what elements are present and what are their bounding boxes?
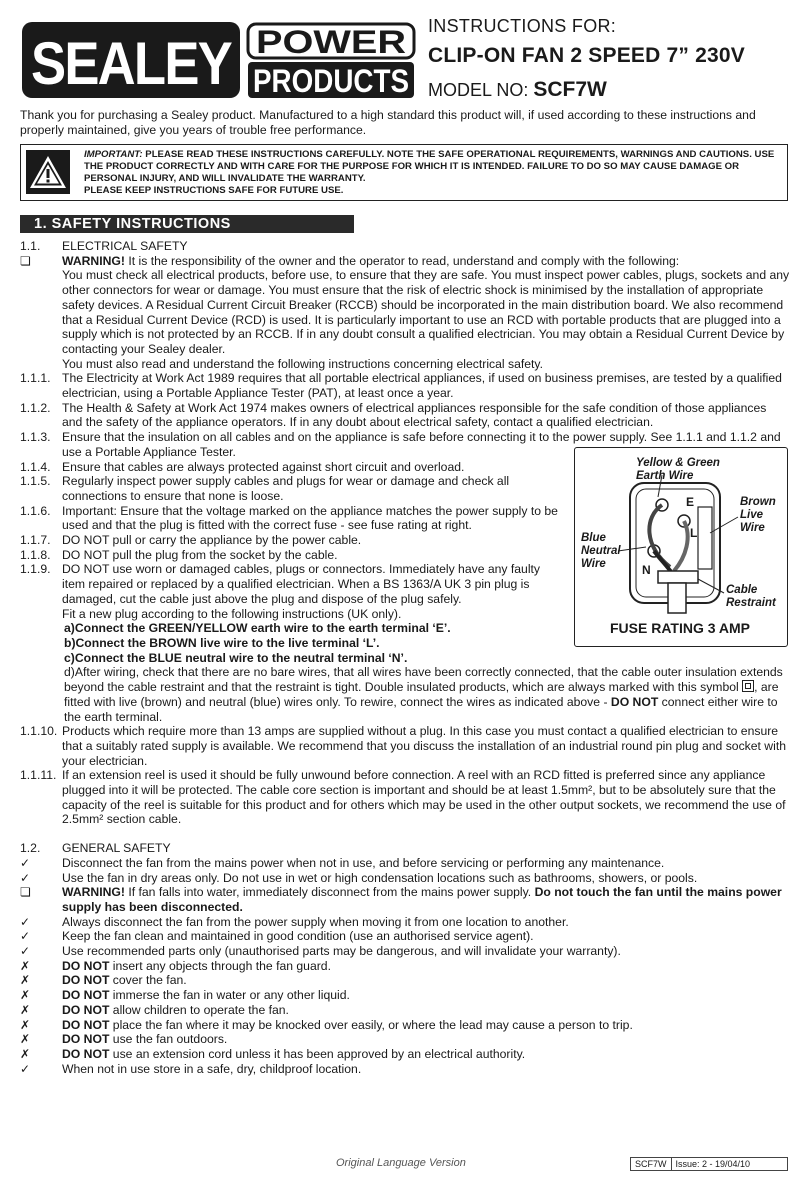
earth-wire-label: Yellow & Green Earth Wire bbox=[636, 457, 720, 482]
item-text bbox=[62, 885, 790, 914]
cross-icon: ✗ bbox=[20, 1046, 31, 1061]
original-language-label: Original Language Version bbox=[336, 1157, 466, 1169]
item-bold: DO NOT bbox=[62, 958, 110, 973]
sealey-power-products-logo bbox=[22, 22, 414, 98]
electrical-para-1: You must check all electrical products, before use, to ensure that they are safe. You must inspect power cables, plugs, sockets and any other connectors for wear or damage. You must ensure that the risk of electric shock is minimised by the installation of appropriate safety devices. A Residual Current Circuit Breaker (RCCB) should be incorporated in the main distribution board. We also recommend that a Residual Current Device (RCD) is used. It is particularly important to use an RCD with portable products that are plugged into a supply which is not protected by an RCCB. If in any doubt consult a qualified electrician. You may obtain a Residual Current Device by contacting your Sealey dealer. bbox=[62, 268, 790, 356]
item-bold: DO NOT bbox=[62, 1017, 110, 1032]
fuse-rating: FUSE RATING 3 AMP bbox=[609, 620, 750, 636]
item-number: 1.1.9. bbox=[20, 562, 51, 577]
step-d-part-1: d)After wiring, check that there are no bare wires, that all wires have been correctly connected, that the cable outer insulation extends beyond the cable restraint and that the restraint is tight. Double insulated products, which are always marked with this symbol bbox=[64, 665, 783, 695]
list-item bbox=[20, 768, 790, 827]
item-bold: DO NOT bbox=[62, 1002, 110, 1017]
item-number: 1.1.4. bbox=[20, 459, 51, 474]
section-number: 1.2. bbox=[20, 841, 41, 856]
safety-body bbox=[20, 239, 790, 1076]
item-number: 1.1.11. bbox=[20, 768, 57, 783]
item-bold: DO NOT bbox=[62, 973, 110, 988]
neutral-wire-label: Blue Neutral Wire bbox=[581, 532, 621, 570]
item-bold-2: Do not touch the fan until the mains power supply has been disconnected. bbox=[62, 885, 782, 914]
general-safety-list bbox=[20, 856, 790, 1077]
item-body: Disconnect the fan from the mains power when not in use, and before servicing or performing any maintenance. bbox=[62, 855, 665, 870]
item-text bbox=[62, 944, 790, 959]
item-text bbox=[62, 1047, 790, 1062]
list-item bbox=[20, 1047, 790, 1062]
model-number: SCF7W bbox=[533, 78, 607, 101]
list-item bbox=[20, 973, 790, 988]
product-title: CLIP-ON FAN 2 SPEED 7” 230V bbox=[428, 44, 745, 67]
item-text bbox=[62, 1062, 790, 1077]
footer-model: SCF7W bbox=[635, 1159, 667, 1169]
terminal-n-label: N bbox=[642, 563, 651, 577]
item-number: 1.1.6. bbox=[20, 503, 51, 518]
item-text bbox=[62, 1018, 790, 1033]
list-item bbox=[20, 915, 790, 930]
item-text bbox=[62, 1032, 790, 1047]
list-item bbox=[20, 1003, 790, 1018]
cross-icon: ✗ bbox=[20, 1002, 31, 1017]
check-icon: ✓ bbox=[20, 944, 31, 959]
item-text: The Electricity at Work Act 1989 requires that all portable electrical appliances, if used on business premises, are tested by a qualified electrician, using a Portable Appliance Tester (PAT), at least once a year. bbox=[62, 371, 782, 401]
check-icon: ✓ bbox=[20, 870, 31, 885]
item-number: 1.1.8. bbox=[20, 547, 51, 562]
checkbox-bullet-icon: ❏ bbox=[20, 885, 31, 900]
item-body: immerse the fan in water or any other liquid. bbox=[109, 988, 350, 1003]
item-body: Use the fan in dry areas only. Do not use in wet or high condensation locations such as bathrooms, showers, or pools. bbox=[62, 870, 698, 885]
fuse bbox=[698, 507, 712, 569]
cable-restraint bbox=[658, 571, 698, 583]
list-item bbox=[20, 988, 790, 1003]
item-text: If an extension reel is used it should be fully unwound before connection. A reel with an RCD fitted is preferred since any appliance plugged into it will be protected. The cable core section is important and should be at least 1.5mm², but to be absolutely sure that the capacity of the reel is suitable for this product and for others which may be used in the other output sockets, we recommend the use of 2.5mm² section cable. bbox=[62, 768, 786, 827]
svg-text:PRODUCTS: PRODUCTS bbox=[253, 63, 409, 99]
item-bold: DO NOT bbox=[62, 988, 110, 1003]
important-warning-text bbox=[84, 149, 784, 197]
cable bbox=[668, 583, 686, 613]
check-icon: ✓ bbox=[20, 929, 31, 944]
list-item bbox=[20, 929, 790, 944]
keep-safe-text: PLEASE KEEP INSTRUCTIONS SAFE FOR FUTURE USE. bbox=[84, 185, 344, 196]
step-b: b)Connect the BROWN live wire to the live terminal ‘L’. bbox=[64, 635, 380, 650]
item-text: Regularly inspect power supply cables and plugs for wear or damage and check all connections to ensure that none is loose. bbox=[62, 474, 510, 503]
item-body: Always disconnect the fan from the power supply when moving it from one location to another. bbox=[62, 914, 569, 929]
electrical-warning bbox=[20, 254, 790, 269]
item-text bbox=[62, 856, 790, 871]
important-body: PLEASE READ THESE INSTRUCTIONS CAREFULLY. NOTE THE SAFE OPERATIONAL REQUIREMENTS, WARNINGS AND CAUTIONS. USE THE PRODUCT CORRECTLY AND WITH CARE FOR THE PURPOSE FOR WHICH IT IS INTENDED. FAILURE TO DO SO MAY CAUSE DAMAGE OR PERSONAL INJURY, AND WILL INVALIDATE THE WARRANTY. bbox=[84, 149, 775, 184]
item-text: Ensure that the insulation on all cables and on the appliance is safe before connecting it to the power supply. See 1.1.1 and 1.1.2 and use a Portable Appliance Tester. bbox=[62, 430, 781, 459]
list-item bbox=[20, 871, 790, 886]
item-text bbox=[62, 959, 790, 974]
item-body: cover the fan. bbox=[109, 973, 187, 988]
cross-icon: ✗ bbox=[20, 1032, 31, 1047]
item-number: 1.1.3. bbox=[20, 430, 51, 445]
list-item bbox=[20, 1062, 790, 1077]
list-item bbox=[20, 959, 790, 974]
item-number: 1.1.7. bbox=[20, 533, 51, 548]
check-icon: ✓ bbox=[20, 914, 31, 929]
item-text bbox=[62, 871, 790, 886]
item-text bbox=[62, 1003, 790, 1018]
terminal-l-label: L bbox=[690, 526, 698, 540]
item-bold: DO NOT bbox=[62, 1032, 110, 1047]
step-c: c)Connect the BLUE neutral wire to the neutral terminal ‘N’. bbox=[64, 650, 408, 665]
list-item bbox=[20, 724, 790, 768]
item-body: use the fan outdoors. bbox=[109, 1032, 228, 1047]
general-safety-heading bbox=[20, 841, 790, 856]
item-body: Use recommended parts only (unauthorised parts may be dangerous, and will invalidate your warranty). bbox=[62, 944, 621, 959]
cross-icon: ✗ bbox=[20, 958, 31, 973]
section-heading-safety: 1. SAFETY INSTRUCTIONS bbox=[20, 215, 354, 233]
important-label: IMPORTANT: bbox=[84, 149, 143, 160]
step-d bbox=[62, 665, 790, 724]
footer-issue-box bbox=[630, 1157, 788, 1171]
terminal-e-label: E bbox=[686, 495, 695, 509]
step-a: a)Connect the GREEN/YELLOW earth wire to the earth terminal ‘E’. bbox=[64, 621, 451, 636]
step-d-do-not: DO NOT bbox=[610, 694, 659, 709]
list-item bbox=[20, 371, 790, 400]
electrical-safety-heading bbox=[20, 239, 790, 254]
list-item bbox=[20, 401, 790, 430]
step-d-part-3: connect either wire to the earth terminal. bbox=[64, 694, 778, 724]
warning-triangle-icon bbox=[26, 150, 70, 194]
item-text bbox=[62, 973, 790, 988]
item-body: Keep the fan clean and maintained in good condition (use an authorised service agent). bbox=[62, 929, 534, 944]
list-item bbox=[20, 1032, 790, 1047]
item-body: If fan falls into water, immediately disconnect from the mains power supply. bbox=[124, 885, 535, 900]
item-text: Ensure that cables are always protected against short circuit and overload. bbox=[62, 459, 465, 474]
item-number: 1.1.1. bbox=[20, 371, 51, 386]
item-number: 1.1.2. bbox=[20, 400, 51, 415]
cross-icon: ✗ bbox=[20, 1017, 31, 1032]
list-item bbox=[20, 944, 790, 959]
item-text: DO NOT pull or carry the appliance by the power cable. bbox=[62, 533, 362, 548]
item-body: insert any objects through the fan guard. bbox=[109, 958, 331, 973]
cross-icon: ✗ bbox=[20, 973, 31, 988]
item-number: 1.1.10. bbox=[20, 724, 58, 739]
section-title: ELECTRICAL SAFETY bbox=[62, 239, 188, 253]
item-bold: WARNING! bbox=[62, 885, 125, 900]
footer-issue: Issue: 2 - 19/04/10 bbox=[671, 1158, 755, 1170]
model-label: MODEL NO: bbox=[428, 80, 534, 100]
item-bold: DO NOT bbox=[62, 1046, 110, 1061]
cable-restraint-label: Cable Restraint bbox=[726, 584, 776, 609]
live-wire-label: Brown Live Wire bbox=[740, 496, 776, 534]
item-text: DO NOT pull the plug from the socket by the cable. bbox=[62, 547, 338, 562]
item-body: use an extension cord unless it has been approved by an electrical authority. bbox=[109, 1046, 526, 1061]
fit-new-plug-text: Fit a new plug according to the following instructions (UK only). bbox=[62, 606, 402, 621]
item-text: Products which require more than 13 amps are supplied without a plug. In this case you must contact a qualified electrician to ensure that a suitably rated supply is available. We recommend that you discuss the installation of an industrial round pin plug and socket with your electrician. bbox=[62, 724, 786, 768]
svg-text:SEALEY: SEALEY bbox=[31, 30, 233, 97]
cross-icon: ✗ bbox=[20, 988, 31, 1003]
item-text bbox=[62, 929, 790, 944]
item-body: allow children to operate the fan. bbox=[109, 1002, 289, 1017]
item-text: The Health & Safety at Work Act 1974 makes owners of electrical appliances responsible for the safe condition of those appliances and the safety of the appliance operators. If in any doubt about electrical safety, contact a qualified electrician. bbox=[62, 400, 767, 430]
warning-text: It is the responsibility of the owner and the operator to read, understand and comply with the following: bbox=[124, 253, 680, 268]
svg-text:POWER: POWER bbox=[256, 24, 406, 60]
intro-paragraph: Thank you for purchasing a Sealey product. Manufactured to a high standard this product will, if used according to these instructions and properly maintained, give you years of trouble free performance. bbox=[20, 108, 756, 137]
check-icon: ✓ bbox=[20, 855, 31, 870]
check-icon: ✓ bbox=[20, 1061, 31, 1076]
list-item bbox=[20, 1018, 790, 1033]
item-text bbox=[62, 915, 790, 930]
warning-label: WARNING! bbox=[62, 253, 125, 268]
section-number: 1.1. bbox=[20, 239, 41, 253]
item-text: Important: Ensure that the voltage marked on the appliance matches the power supply to be used and that the plug is fitted with the correct fuse - see fuse rating at right. bbox=[62, 503, 558, 533]
item-text: DO NOT use worn or damaged cables, plugs or connectors. Immediately have any faulty item repaired or replaced by a qualified electrician. When a BS 1363/A UK 3 pin plug is damaged, cut the cable just above the plug and dispose of the plug safely. bbox=[62, 562, 541, 606]
item-text bbox=[62, 988, 790, 1003]
model-line bbox=[428, 78, 607, 102]
electrical-para-2: You must also read and understand the following instructions concerning electrical safety. bbox=[62, 356, 544, 371]
instructions-for-label: INSTRUCTIONS FOR: bbox=[428, 16, 617, 36]
list-item bbox=[20, 856, 790, 871]
item-body: place the fan where it may be knocked over easily, or where the lead may cause a person to trip. bbox=[109, 1017, 633, 1032]
item-body: When not in use store in a safe, dry, childproof location. bbox=[62, 1061, 362, 1076]
item-number: 1.1.5. bbox=[20, 474, 51, 489]
checkbox-bullet-icon: ❏ bbox=[20, 253, 31, 268]
section-title: GENERAL SAFETY bbox=[62, 841, 171, 856]
list-item bbox=[20, 885, 790, 914]
double-insulated-symbol-icon bbox=[742, 680, 754, 692]
step-d-part-2: , are fitted with live (brown) and neutral (blue) wires only. To rewire, connect the wires as indicated above - bbox=[64, 680, 779, 709]
